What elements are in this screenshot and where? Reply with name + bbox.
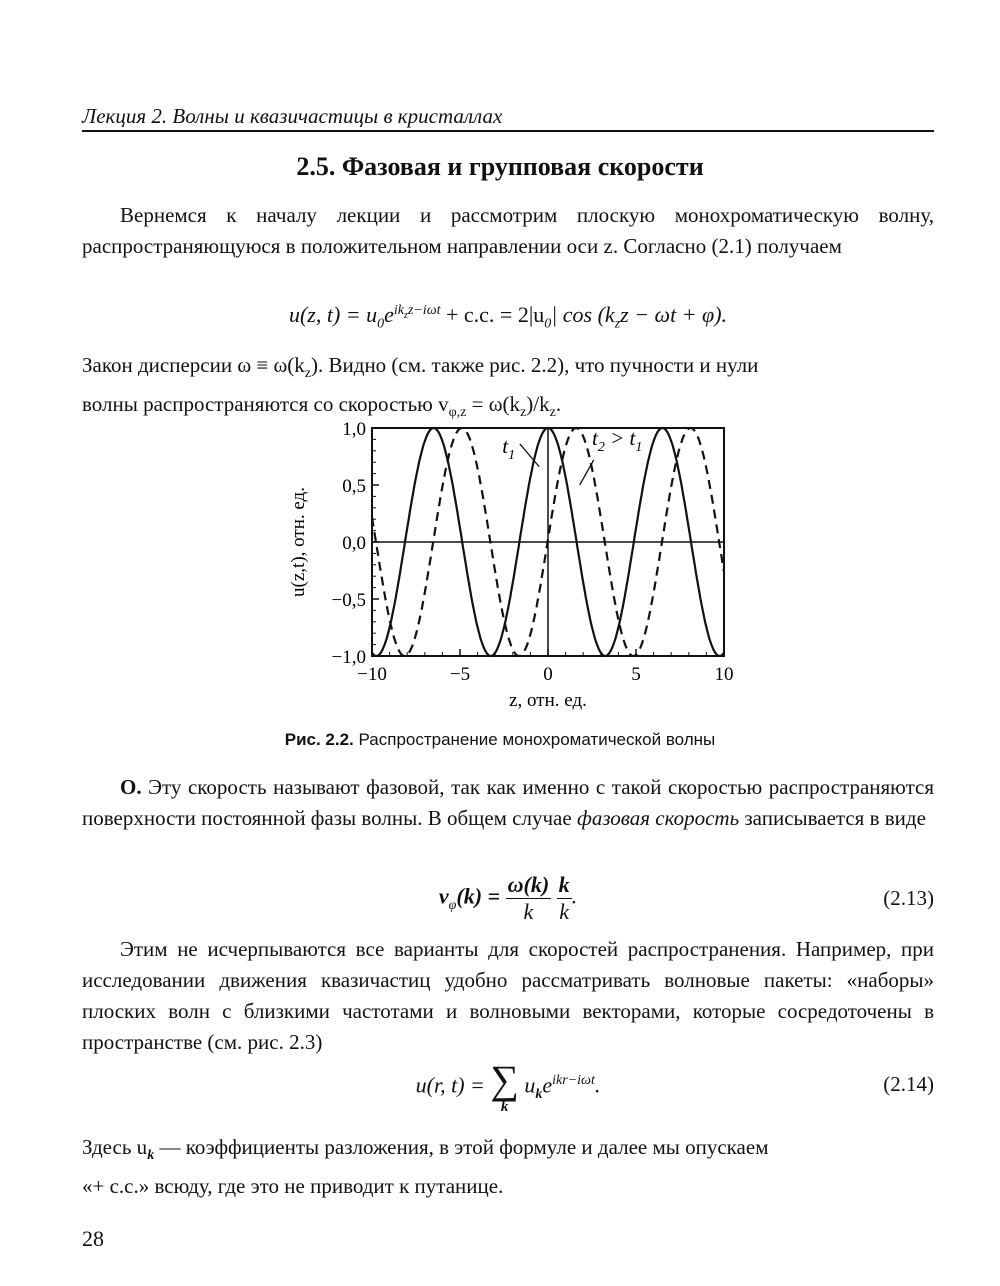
y-tick-label: 0,5 [342, 476, 366, 497]
page-number: 28 [82, 1226, 104, 1251]
paragraph-coefficients-line1: Здесь $u_k$ — коэффициенты разложения, в этой формуле и далее мы опускаем [82, 1135, 769, 1164]
plot-area [288, 420, 734, 710]
definition-marker: О. [120, 775, 142, 799]
annotation-t2: $t_2 > t_1$ [592, 426, 643, 456]
eq1-rhs: | cos (k [551, 302, 615, 327]
y-tick-label: 0,0 [342, 533, 366, 554]
x-tick-label: −10 [357, 664, 387, 685]
running-header: Лекция 2. Волны и квазичастицы в кристаллах [82, 104, 503, 128]
y-axis-label: u(z,t), отн. ед. [288, 487, 309, 597]
paragraph-coefficients-line2: «+ c.c.» всюду, где это не приводит к путанице. [82, 1174, 504, 1199]
eq1-rhs-sub: z [614, 316, 621, 332]
term-phase-velocity: фазовая скорость [576, 806, 740, 830]
paragraph-dispersion [82, 350, 934, 428]
paragraph-intro [82, 200, 934, 262]
eq2-number: (2.13) [883, 886, 934, 910]
eq1-rhs-tail: z − ωt + φ). [620, 302, 728, 327]
annotation-t1: $t_1$ [502, 434, 516, 464]
figure-caption [0, 730, 1000, 750]
eq2-body: $v_\varphi(k)$ = $\frac{\omega(k)}{k}$ $\frac{k}{k}$ . [438, 872, 578, 924]
paragraph-dispersion-line2: волны распространяются со скоростью $v_{\varphi,z} = \omega(k_z)/k_z$. [82, 392, 562, 421]
sum-symbol: ∑ k [490, 1057, 519, 1115]
y-tick-label: −1,0 [331, 647, 366, 668]
x-tick-label: 10 [714, 664, 734, 685]
caption-text: Распространение монохроматической волны [353, 730, 716, 749]
paragraph-wave-packets-text: Этим не исчерпываются все варианты для скоростей распространения. Например, при исследовании движения квазичастиц удобно рассматривать волновые пакеты: «наборы» плоских волн с близкими частотами и волновыми векторами, которые сосредоточены в пространстве (см. рис. 2.3) [82, 937, 934, 1054]
wave-chart [280, 420, 740, 710]
x-axis-label: z, отн. ед. [509, 690, 587, 710]
paragraph-coefficients [82, 1132, 934, 1202]
eq2-frac2: $\frac{k}{k}$ [558, 872, 570, 924]
section-title: 2.5. Фазовая и групповая скорости [296, 152, 704, 181]
y-tick-label: 1,0 [342, 420, 366, 440]
eq3-number: (2.14) [883, 1072, 934, 1096]
x-tick-label: −5 [449, 664, 471, 685]
equation-2-14 [82, 1057, 934, 1124]
equation-2-13 [82, 872, 934, 932]
eq1-exp: ikzz−iωt [393, 302, 441, 321]
eq1-mid-sub: 0 [544, 316, 552, 332]
annotation-t2-pointer [580, 460, 594, 485]
eq2-frac1: $\frac{\omega(k)}{k}$ [507, 872, 550, 924]
eq3-body: u(r, t) = ∑ k $u_ke^{ikr-i\omega t}$. [415, 1057, 601, 1115]
eq1-e: e [384, 302, 394, 327]
paragraph-wave-packets [82, 934, 934, 1058]
eq1-sub0: 0 [377, 316, 385, 332]
equation-plane-wave [82, 302, 934, 332]
paragraph-intro-text: Вернемся к началу лекции и рассмотрим плоскую монохроматическую волну, распространяющуюся в положительном направлении оси z. Согласно (2.1) получаем [82, 203, 934, 258]
eq1-lhs: u(z, t) = u [288, 302, 378, 327]
x-tick-label: 0 [543, 664, 553, 685]
header-rule [82, 130, 934, 132]
paragraph-phase-velocity-text: О. Эту скорость называют фазовой, так как именно с такой скоростью распространяются поверхности постоянной фазы волны. В общем случае фазовая скорость записывается в виде [82, 775, 934, 830]
paragraph-dispersion-line1: Закон дисперсии $\omega \equiv \omega(k_z)$. Видно (см. также рис. 2.2), что пучности и нули [82, 353, 759, 382]
x-tick-label: 5 [631, 664, 641, 685]
y-tick-label: −0,5 [331, 590, 366, 611]
paragraph-phase-velocity [82, 772, 934, 834]
caption-label: Рис. 2.2. [284, 730, 354, 749]
eq1-mid: + c.c. = 2|u [440, 302, 545, 327]
